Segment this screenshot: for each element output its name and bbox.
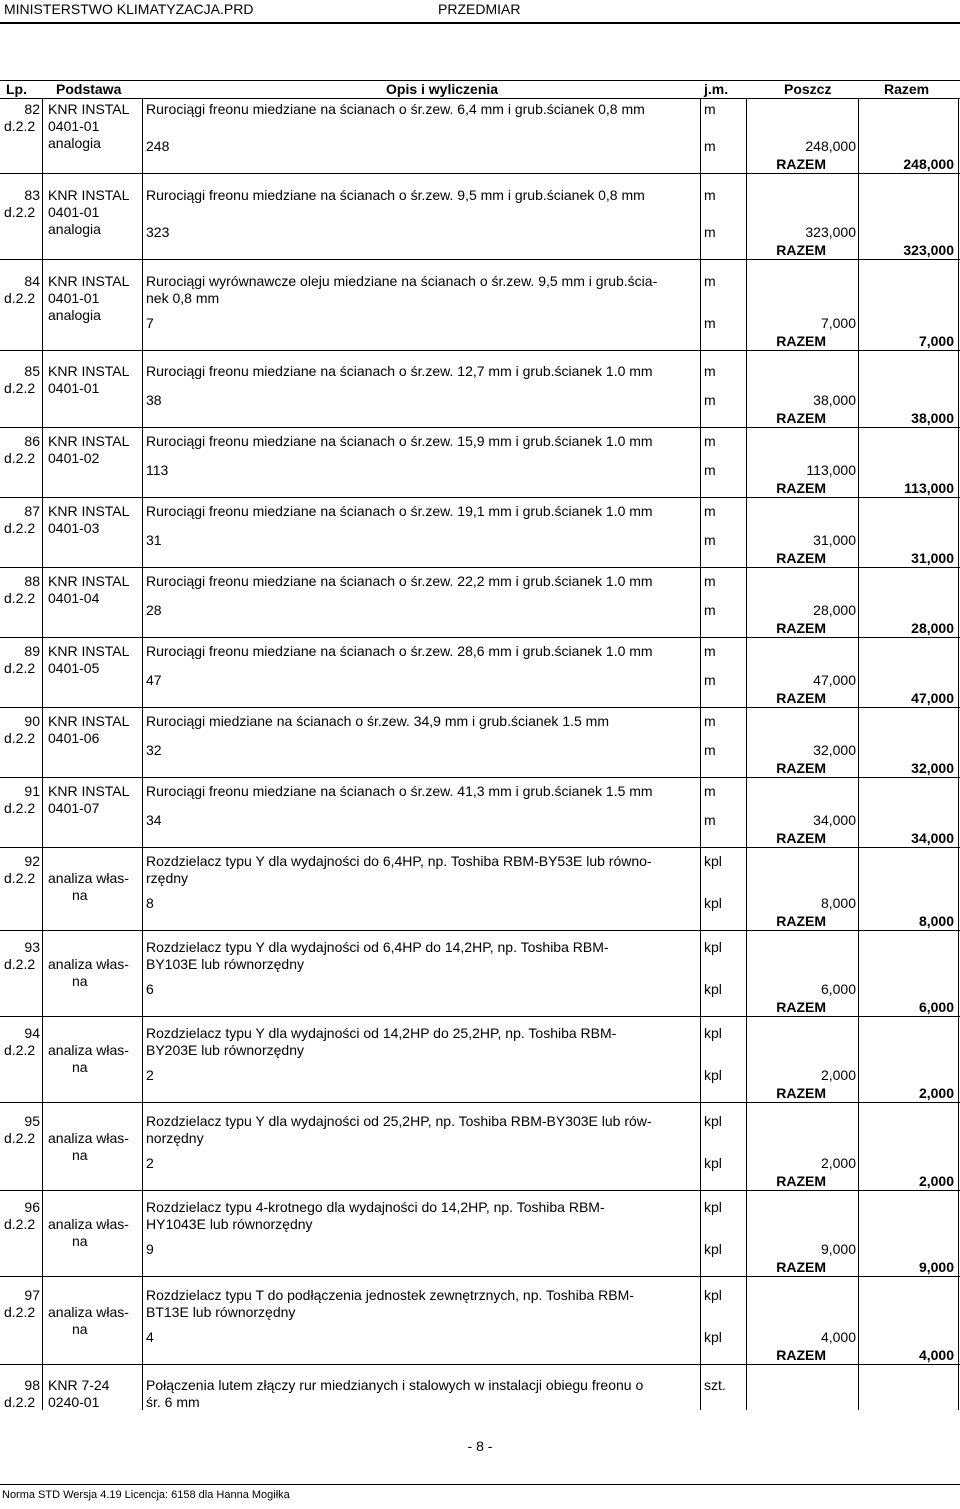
- row-razem-value: 2,000: [918, 1173, 954, 1189]
- row-quantity: 47: [146, 672, 162, 688]
- row-unit: m: [704, 713, 716, 729]
- row-podstawa: KNR INSTAL: [48, 273, 130, 289]
- row-description: Rurociągi freonu miedziane na ścianach o śr.zew. 19,1 mm i grub.ścianek 1.0 mm: [146, 503, 653, 519]
- row-quantity: 9: [146, 1241, 154, 1257]
- row-razem-value: 2,000: [918, 1085, 954, 1101]
- row-description: BY103E lub równorzędny: [146, 956, 304, 972]
- row-razem-value: 248,000: [903, 156, 954, 172]
- row-number: 94: [24, 1025, 40, 1041]
- row-razem-value: 8,000: [918, 913, 954, 929]
- row-description: norzędny: [146, 1130, 204, 1146]
- row-subsection: d.2.2: [4, 520, 36, 536]
- row-podstawa: 0240-01: [48, 1394, 100, 1410]
- row-podstawa: na: [72, 1233, 88, 1249]
- row-razem-value: 47,000: [911, 690, 954, 706]
- row-quantity: 31: [146, 532, 162, 548]
- row-unit-qty: m: [704, 224, 716, 240]
- row-razem-label: RAZEM: [776, 480, 826, 496]
- row-quantity: 2: [146, 1155, 154, 1171]
- row-razem-label: RAZEM: [776, 1259, 826, 1275]
- row-subsection: d.2.2: [4, 870, 36, 886]
- row-poszcz: 38,000: [813, 392, 856, 408]
- row-podstawa: KNR INSTAL: [48, 573, 130, 589]
- row-poszcz: 113,000: [806, 462, 856, 478]
- row-separator: [0, 497, 960, 498]
- row-description: Rurociągi freonu miedziane na ścianach o śr.zew. 6,4 mm i grub.ścianek 0,8 mm: [146, 101, 645, 117]
- row-number: 90: [24, 713, 40, 729]
- row-razem-label: RAZEM: [776, 690, 826, 706]
- row-description: śr. 6 mm: [146, 1394, 200, 1410]
- row-number: 87: [24, 503, 40, 519]
- col-divider: [858, 98, 859, 1410]
- col-divider: [42, 98, 43, 1410]
- row-description: Rozdzielacz typu Y dla wydajności od 25,2HP, np. Toshiba RBM-BY303E lub rów-: [146, 1113, 652, 1129]
- row-subsection: d.2.2: [4, 956, 36, 972]
- row-number: 97: [24, 1287, 40, 1303]
- row-number: 91: [24, 783, 40, 799]
- row-razem-label: RAZEM: [776, 999, 826, 1015]
- row-podstawa: analiza włas-: [48, 956, 129, 972]
- row-razem-label: RAZEM: [776, 830, 826, 846]
- row-description: nek 0,8 mm: [146, 290, 220, 306]
- table-top-rule: [0, 80, 960, 81]
- row-podstawa: KNR INSTAL: [48, 643, 130, 659]
- row-quantity: 8: [146, 895, 154, 911]
- row-razem-label: RAZEM: [776, 1085, 826, 1101]
- row-number: 84: [24, 273, 40, 289]
- row-description: Rurociągi freonu miedziane na ścianach o śr.zew. 12,7 mm i grub.ścianek 1.0 mm: [146, 363, 653, 379]
- row-razem-label: RAZEM: [776, 156, 826, 172]
- col-opis: Opis i wyliczenia: [386, 81, 499, 97]
- header-rule: [0, 22, 960, 24]
- row-podstawa: 0401-01: [48, 380, 100, 396]
- row-unit-qty: kpl: [704, 981, 722, 997]
- row-podstawa: KNR INSTAL: [48, 713, 130, 729]
- row-description: Rozdzielacz typu Y dla wydajności od 6,4HP do 14,2HP, np. Toshiba RBM-: [146, 939, 609, 955]
- row-subsection: d.2.2: [4, 1394, 36, 1410]
- row-number: 98: [24, 1377, 40, 1393]
- row-number: 85: [24, 363, 40, 379]
- row-separator: [0, 1276, 960, 1277]
- row-razem-value: 9,000: [918, 1259, 954, 1275]
- row-description: Rurociągi freonu miedziane na ścianach o śr.zew. 15,9 mm i grub.ścianek 1.0 mm: [146, 433, 653, 449]
- row-podstawa: analiza włas-: [48, 1130, 129, 1146]
- row-quantity: 113: [146, 462, 169, 478]
- row-description: Rurociągi freonu miedziane na ścianach o śr.zew. 9,5 mm i grub.ścianek 0,8 mm: [146, 187, 645, 203]
- row-description: Rurociągi freonu miedziane na ścianach o śr.zew. 22,2 mm i grub.ścianek 1.0 mm: [146, 573, 653, 589]
- row-separator: [0, 930, 960, 931]
- row-unit: m: [704, 433, 716, 449]
- row-unit: kpl: [704, 1199, 722, 1215]
- row-number: 82: [24, 101, 40, 117]
- col-divider: [700, 98, 701, 1410]
- row-subsection: d.2.2: [4, 1216, 36, 1232]
- row-podstawa: 0401-01: [48, 204, 100, 220]
- row-unit-qty: m: [704, 532, 716, 548]
- row-unit-qty: m: [704, 742, 716, 758]
- row-poszcz: 34,000: [813, 812, 856, 828]
- row-separator: [0, 1364, 960, 1365]
- row-podstawa: analogia: [48, 221, 101, 237]
- row-unit: m: [704, 187, 716, 203]
- row-number: 96: [24, 1199, 40, 1215]
- row-description: BT13E lub równorzędny: [146, 1304, 296, 1320]
- row-unit: kpl: [704, 939, 722, 955]
- row-unit: m: [704, 783, 716, 799]
- row-unit-qty: m: [704, 462, 716, 478]
- row-separator: [0, 173, 960, 174]
- row-subsection: d.2.2: [4, 1304, 36, 1320]
- row-quantity: 32: [146, 742, 162, 758]
- row-unit-qty: kpl: [704, 895, 722, 911]
- row-podstawa: 0401-07: [48, 800, 100, 816]
- row-unit: m: [704, 573, 716, 589]
- row-subsection: d.2.2: [4, 380, 36, 396]
- row-number: 93: [24, 939, 40, 955]
- row-poszcz: 31,000: [813, 532, 856, 548]
- row-number: 92: [24, 853, 40, 869]
- row-separator: [0, 707, 960, 708]
- row-podstawa: analiza włas-: [48, 1216, 129, 1232]
- doc-header-right: PRZEDMIAR: [438, 1, 521, 17]
- row-unit: szt.: [704, 1377, 726, 1393]
- row-razem-label: RAZEM: [776, 242, 826, 258]
- row-unit-qty: kpl: [704, 1155, 722, 1171]
- col-jm: j.m.: [704, 81, 729, 97]
- row-description: BY203E lub równorzędny: [146, 1042, 304, 1058]
- row-description: Połączenia lutem złączy rur miedzianych i stalowych w instalacji obiegu freonu o: [146, 1377, 644, 1393]
- row-podstawa: na: [72, 887, 88, 903]
- row-podstawa: 0401-04: [48, 590, 100, 606]
- row-separator: [0, 777, 960, 778]
- row-subsection: d.2.2: [4, 730, 36, 746]
- row-unit-qty: kpl: [704, 1329, 722, 1345]
- row-subsection: d.2.2: [4, 204, 36, 220]
- row-number: 83: [24, 187, 40, 203]
- row-razem-value: 6,000: [918, 999, 954, 1015]
- row-unit: m: [704, 363, 716, 379]
- row-podstawa: KNR INSTAL: [48, 433, 130, 449]
- row-poszcz: 248,000: [805, 138, 856, 154]
- row-poszcz: 8,000: [820, 895, 856, 911]
- row-description: Rurociągi miedziane na ścianach o śr.zew. 34,9 mm i grub.ścianek 1.5 mm: [146, 713, 609, 729]
- row-unit: m: [704, 101, 716, 117]
- row-podstawa: na: [72, 1059, 88, 1075]
- row-podstawa: 0401-03: [48, 520, 100, 536]
- row-quantity: 34: [146, 812, 162, 828]
- row-podstawa: analiza włas-: [48, 1042, 129, 1058]
- row-unit: kpl: [704, 1113, 722, 1129]
- row-razem-value: 38,000: [911, 410, 954, 426]
- row-poszcz: 2,000: [820, 1155, 856, 1171]
- row-unit: kpl: [704, 1287, 722, 1303]
- row-unit: kpl: [704, 853, 722, 869]
- row-razem-value: 7,000: [918, 333, 954, 349]
- row-poszcz: 32,000: [813, 742, 856, 758]
- row-subsection: d.2.2: [4, 800, 36, 816]
- row-description: Rozdzielacz typu T do podłączenia jednostek zewnętrznych, np. Toshiba RBM-: [146, 1287, 634, 1303]
- row-separator: [0, 637, 960, 638]
- row-podstawa: 0401-05: [48, 660, 100, 676]
- row-razem-label: RAZEM: [776, 333, 826, 349]
- row-unit: kpl: [704, 1025, 722, 1041]
- row-razem-value: 323,000: [903, 242, 954, 258]
- row-podstawa: 0401-06: [48, 730, 100, 746]
- row-podstawa: 0401-01: [48, 118, 100, 134]
- row-separator: [0, 350, 960, 351]
- row-number: 88: [24, 573, 40, 589]
- row-podstawa: analiza włas-: [48, 870, 129, 886]
- row-description: rzędny: [146, 870, 189, 886]
- row-description: Rurociągi freonu miedziane na ścianach o śr.zew. 28,6 mm i grub.ścianek 1.0 mm: [146, 643, 653, 659]
- row-poszcz: 7,000: [820, 315, 856, 331]
- row-podstawa: analogia: [48, 307, 101, 323]
- row-poszcz: 47,000: [813, 672, 856, 688]
- license-note: Norma STD Wersja 4.19 Licencja: 6158 dla Hanna Mogiłka: [2, 1489, 290, 1501]
- row-quantity: 323: [146, 224, 170, 240]
- row-separator: [0, 1190, 960, 1191]
- row-poszcz: 6,000: [820, 981, 856, 997]
- row-podstawa: analiza włas-: [48, 1304, 129, 1320]
- row-razem-label: RAZEM: [776, 913, 826, 929]
- row-poszcz: 9,000: [820, 1241, 856, 1257]
- row-poszcz: 28,000: [813, 602, 856, 618]
- row-unit-qty: m: [704, 392, 716, 408]
- page-number: - 8 -: [467, 1438, 493, 1454]
- row-quantity: 248: [146, 138, 170, 154]
- col-divider: [746, 98, 747, 1410]
- row-quantity: 28: [146, 602, 162, 618]
- row-description: Rurociągi freonu miedziane na ścianach o śr.zew. 41,3 mm i grub.ścianek 1.5 mm: [146, 783, 653, 799]
- row-number: 95: [24, 1113, 40, 1129]
- row-poszcz: 323,000: [805, 224, 856, 240]
- row-razem-label: RAZEM: [776, 620, 826, 636]
- row-quantity: 4: [146, 1329, 154, 1345]
- row-quantity: 38: [146, 392, 162, 408]
- col-divider: [958, 98, 959, 1410]
- row-description: HY1043E lub równorzędny: [146, 1216, 313, 1232]
- row-unit-qty: m: [704, 315, 716, 331]
- row-podstawa: 0401-02: [48, 450, 100, 466]
- row-podstawa: na: [72, 1321, 88, 1337]
- row-separator: [0, 1016, 960, 1017]
- row-unit: m: [704, 273, 716, 289]
- row-quantity: 7: [146, 315, 154, 331]
- row-separator: [0, 427, 960, 428]
- doc-header-left: MINISTERSTWO KLIMATYZACJA.PRD: [4, 1, 254, 17]
- row-razem-value: 4,000: [918, 1347, 954, 1363]
- row-quantity: 2: [146, 1067, 154, 1083]
- row-poszcz: 4,000: [820, 1329, 856, 1345]
- row-podstawa: KNR INSTAL: [48, 783, 130, 799]
- row-unit-qty: m: [704, 812, 716, 828]
- footer-rule: [0, 1484, 960, 1485]
- row-number: 86: [24, 433, 40, 449]
- row-subsection: d.2.2: [4, 118, 36, 134]
- row-unit: m: [704, 643, 716, 659]
- row-quantity: 6: [146, 981, 154, 997]
- row-podstawa: KNR INSTAL: [48, 363, 130, 379]
- row-podstawa: KNR INSTAL: [48, 187, 130, 203]
- row-podstawa: analogia: [48, 135, 101, 151]
- row-unit-qty: m: [704, 672, 716, 688]
- row-description: Rozdzielacz typu Y dla wydajności do 6,4HP, np. Toshiba RBM-BY53E lub równo-: [146, 853, 652, 869]
- row-separator: [0, 259, 960, 260]
- row-podstawa: KNR INSTAL: [48, 101, 130, 117]
- row-subsection: d.2.2: [4, 290, 36, 306]
- row-unit-qty: m: [704, 138, 716, 154]
- row-razem-value: 113,000: [904, 480, 954, 496]
- row-subsection: d.2.2: [4, 660, 36, 676]
- col-poszcz: Poszcz: [784, 81, 832, 97]
- row-unit-qty: kpl: [704, 1067, 722, 1083]
- row-razem-label: RAZEM: [776, 410, 826, 426]
- row-razem-value: 28,000: [911, 620, 954, 636]
- col-podstawa: Podstawa: [56, 81, 122, 97]
- row-razem-label: RAZEM: [776, 760, 826, 776]
- row-description: Rurociągi wyrównawcze oleju miedziane na ścianach o śr.zew. 9,5 mm i grub.ścia-: [146, 273, 658, 289]
- row-razem-value: 32,000: [911, 760, 954, 776]
- row-separator: [0, 567, 960, 568]
- row-razem-value: 34,000: [911, 830, 954, 846]
- row-separator: [0, 847, 960, 848]
- col-lp: Lp.: [6, 81, 27, 97]
- row-podstawa: KNR 7-24: [48, 1377, 110, 1393]
- row-unit-qty: kpl: [704, 1241, 722, 1257]
- row-razem-label: RAZEM: [776, 1173, 826, 1189]
- row-podstawa: na: [72, 973, 88, 989]
- row-description: Rozdzielacz typu 4-krotnego dla wydajności do 14,2HP, np. Toshiba RBM-: [146, 1199, 605, 1215]
- row-razem-value: 31,000: [911, 550, 954, 566]
- row-razem-label: RAZEM: [776, 550, 826, 566]
- row-description: Rozdzielacz typu Y dla wydajności od 14,2HP do 25,2HP, np. Toshiba RBM-: [146, 1025, 617, 1041]
- row-number: 89: [24, 643, 40, 659]
- row-subsection: d.2.2: [4, 590, 36, 606]
- row-unit: m: [704, 503, 716, 519]
- row-subsection: d.2.2: [4, 1130, 36, 1146]
- row-subsection: d.2.2: [4, 1042, 36, 1058]
- row-unit-qty: m: [704, 602, 716, 618]
- row-separator: [0, 1102, 960, 1103]
- col-divider: [142, 98, 143, 1410]
- row-podstawa: na: [72, 1147, 88, 1163]
- table-head-rule: [0, 98, 960, 99]
- row-podstawa: 0401-01: [48, 290, 100, 306]
- col-razem: Razem: [884, 81, 930, 97]
- row-subsection: d.2.2: [4, 450, 36, 466]
- row-podstawa: KNR INSTAL: [48, 503, 130, 519]
- row-razem-label: RAZEM: [776, 1347, 826, 1363]
- row-poszcz: 2,000: [820, 1067, 856, 1083]
